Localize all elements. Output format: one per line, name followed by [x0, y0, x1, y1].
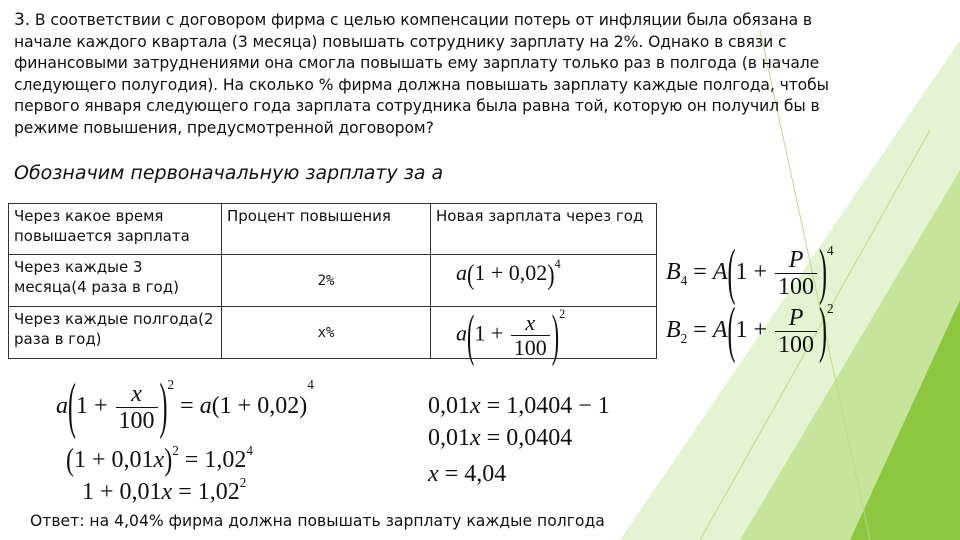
table-header-percent: Процент повышения	[222, 204, 431, 255]
equation-4: 0,01x = 1,0404 − 1	[428, 393, 610, 419]
problem-line-6: режиме повышения, предусмотренной договором?	[14, 118, 434, 137]
problem-line-3: финансовыми затруднениями она смогла повышать ему зарплату только раз в полгода (в начале	[14, 54, 820, 72]
table-header-row	[9, 204, 657, 255]
problem-line-1: В соответствии с договором фирма с целью компенсации потерь от инфляции была обязана в	[34, 11, 812, 29]
table-header-new-salary: Новая зарплата через год	[431, 204, 657, 255]
problem-statement	[14, 10, 929, 139]
table-cell-percent	[222, 255, 431, 307]
table-header-period: Через какое время повышается зарплата	[9, 204, 222, 255]
equation-5: 0,01x = 0,0404	[428, 425, 573, 451]
equation-1: a(1 + $\frac{x}{100}$ )$^2 = a(1 + 0,02)^4$	[56, 373, 314, 442]
problem-number: 3.	[14, 10, 31, 30]
problem-line-5: первого января следующего года зарплата сотрудника была равна той, которую он получил бы в	[14, 97, 820, 115]
percent-value: 2%	[317, 273, 335, 289]
table-cell-percent	[222, 307, 431, 359]
formula-semiannual: a(1 + $\frac{x}{100}$ )$^2$	[456, 301, 566, 367]
formula-b2: $B_2 = A(1$ + $\frac{P}{100}$ )$^2$	[666, 297, 834, 366]
answer-text: Ответ: на 4,04% фирма должна повышать зарплату каждые полгода	[30, 512, 605, 530]
table-cell-period: Через каждые 3 месяца(4 раза в год)	[9, 255, 222, 307]
equation-2: $(1 + 0,01x)^2 = 1,02^4$	[66, 443, 253, 479]
formula-b4: $B_4 = A(1$ + $\frac{P}{100}$ )$^4$	[666, 239, 834, 308]
problem-line-4: следующего полугодия). На сколько % фирма должна повышать зарплату каждые полгода, чтобы	[14, 75, 829, 94]
problem-line-2: начале каждого квартала (3 месяца) повышать сотруднику зарплату на 2%. Однако в связи с	[14, 32, 787, 51]
subtitle: Обозначим первоначальную зарплату за a	[14, 162, 444, 184]
table-cell-period: Через каждые полгода(2 раза в год)	[9, 307, 222, 359]
equation-3: $1 + 0,01x = 1,02^2$	[82, 475, 247, 505]
percent-value: x%	[317, 325, 335, 341]
formula-quarterly: $a(1 + 0,02)^4$	[456, 257, 561, 291]
equation-6: x = 4,04	[428, 461, 507, 487]
